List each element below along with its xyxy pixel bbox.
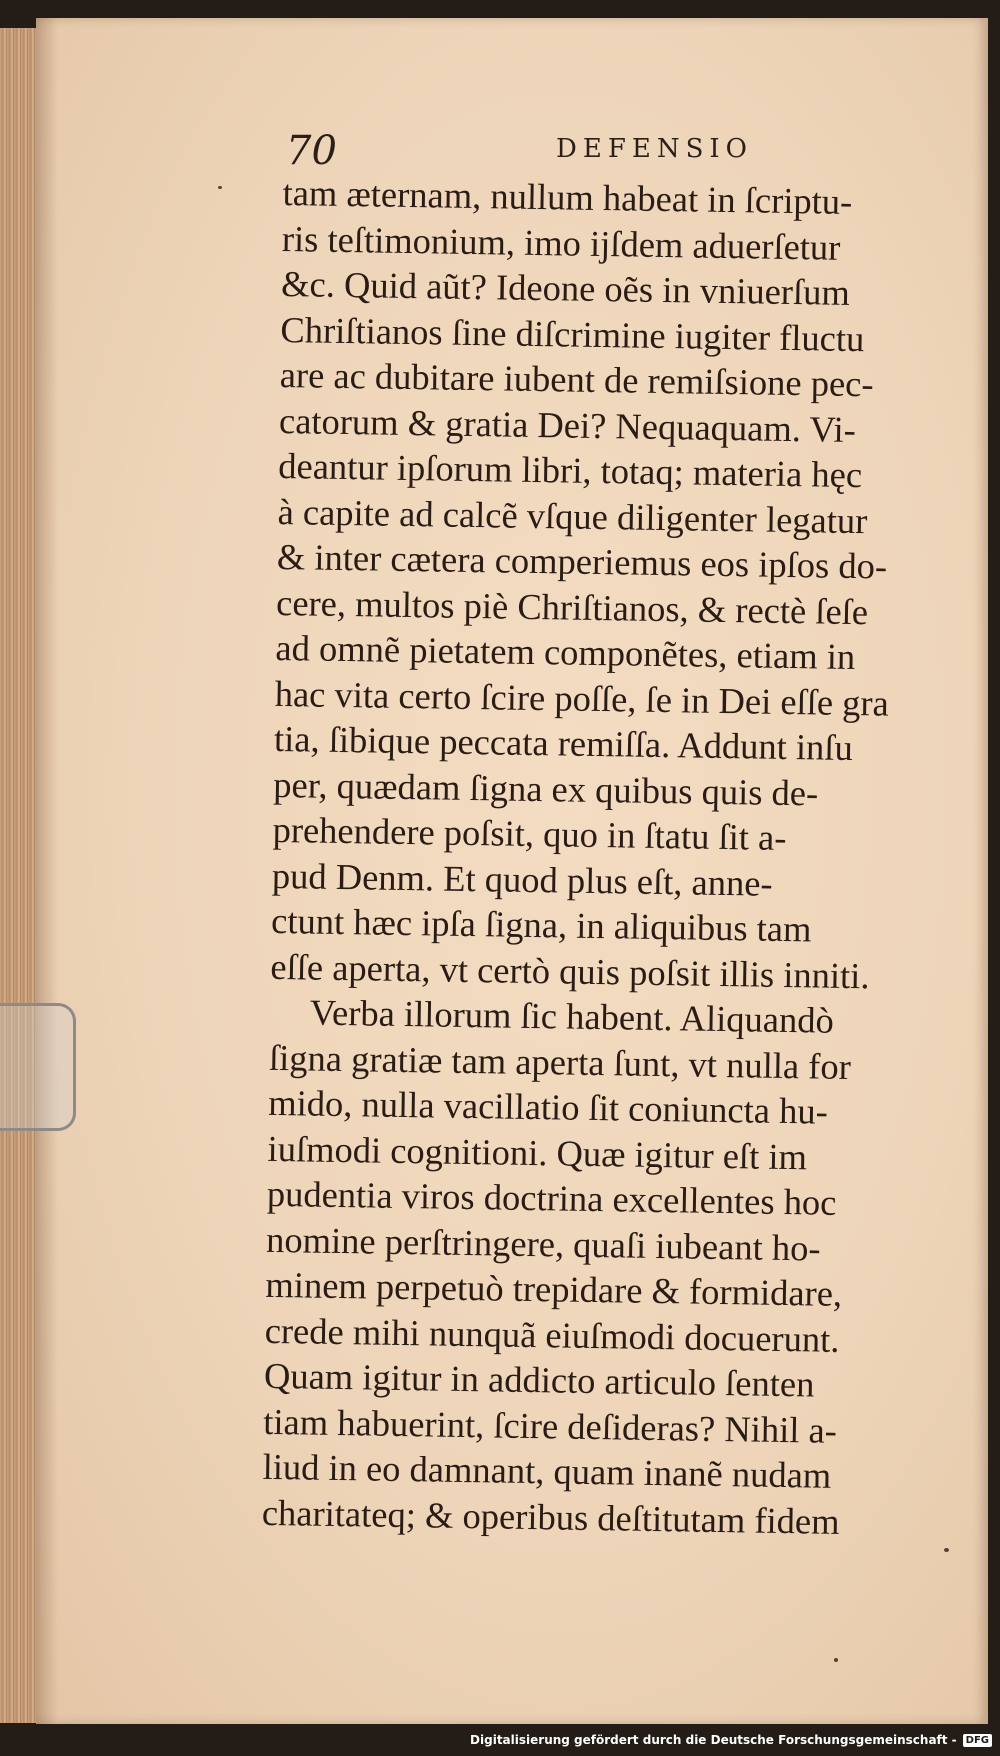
text-line: mido, nulla vacillatio ſit coniuncta hu- (268, 1081, 829, 1132)
text-line: crede mihi nunquã eiuſmodi docuerunt. (264, 1309, 840, 1360)
text-line: iuſmodi cognitioni. Quæ igitur eſt im (267, 1127, 808, 1177)
running-head: DEFENSIO (556, 134, 753, 164)
text-line: tiam habuerint, ſcire deſideras? Nihil a- (263, 1400, 838, 1451)
text-line: are ac dubitare iubent de remiſsione pec- (279, 353, 874, 405)
text-line: à capite ad calcẽ vſque diligenter legatur (277, 490, 868, 541)
text-line: tam æternam, nullum habeat in ſcriptu- (282, 171, 853, 222)
text-line: ctunt hæc ipſa ſigna, in aliquibus tam (270, 899, 812, 950)
text-line: ad omnẽ pietatem componẽtes, etiam in (275, 626, 856, 678)
text-line: eſſe aperta, vt certò quis poſsit illis inniti. (270, 945, 870, 996)
body-text (262, 170, 973, 1546)
ink-speck (834, 1658, 838, 1662)
text-line: & inter cætera comperiemus eos ipſos do- (276, 535, 888, 587)
text-line: prehendere poſsit, quo in ſtatu ſit a- (272, 808, 787, 858)
text-line: &c. Quid aũt? Ideone oẽs in vniuerſum (280, 262, 851, 313)
dfg-logo: DFG (963, 1734, 992, 1747)
text-line: pud Denm. Et quod plus eſt, anne- (271, 854, 773, 904)
text-line: minem perpetuò trepidare & formidare, (265, 1263, 843, 1314)
text-line: pudentia viros doctrina excellentes hoc (266, 1172, 837, 1223)
page-number: 70 (286, 128, 337, 174)
text-line: nomine perſtringere, quaſi iubeant ho- (265, 1218, 821, 1269)
ink-speck (218, 186, 222, 189)
credit-text: Digitalisierung gefördert durch die Deutsche Forschungsgemeinschaft - (470, 1733, 957, 1747)
text-line: Chriſtianos ſine diſcrimine iugiter fluctu (280, 308, 865, 359)
text-line: ris teſtimonium, imo ijſdem aduerſetur (281, 217, 841, 268)
ink-speck (944, 1548, 949, 1552)
digitization-credit (470, 1730, 992, 1750)
text-line: hac vita certo ſcire poſſe, ſe in Dei eſſe gra (274, 672, 890, 724)
text-line: charitateq; & operibus deſtitutam fidem (261, 1491, 840, 1542)
text-line: tia, ſibique peccata remiſſa. Addunt inſu (273, 717, 854, 769)
text-line: deantur ipſorum libri, totaq; materia hęc (278, 444, 863, 496)
text-line: Verba illorum ſic habent. Aliquandò (309, 991, 835, 1041)
text-line: catorum & gratia Dei? Nequaquam. Vi- (278, 399, 857, 450)
gutter-shadow (36, 18, 58, 1724)
text-line: Quam igitur in addicto articulo ſenten (263, 1354, 815, 1405)
text-line: ſigna gratiæ tam aperta ſunt, vt nulla for (268, 1036, 852, 1087)
text-line: cere, multos piè Chriſtianos, & rectè ſeſe (275, 581, 869, 632)
text-line: per, quædam ſigna ex quibus quis de- (273, 763, 819, 813)
page-clip (0, 1003, 76, 1131)
text-line: liud in eo damnant, quam inanẽ nudam (262, 1445, 832, 1496)
